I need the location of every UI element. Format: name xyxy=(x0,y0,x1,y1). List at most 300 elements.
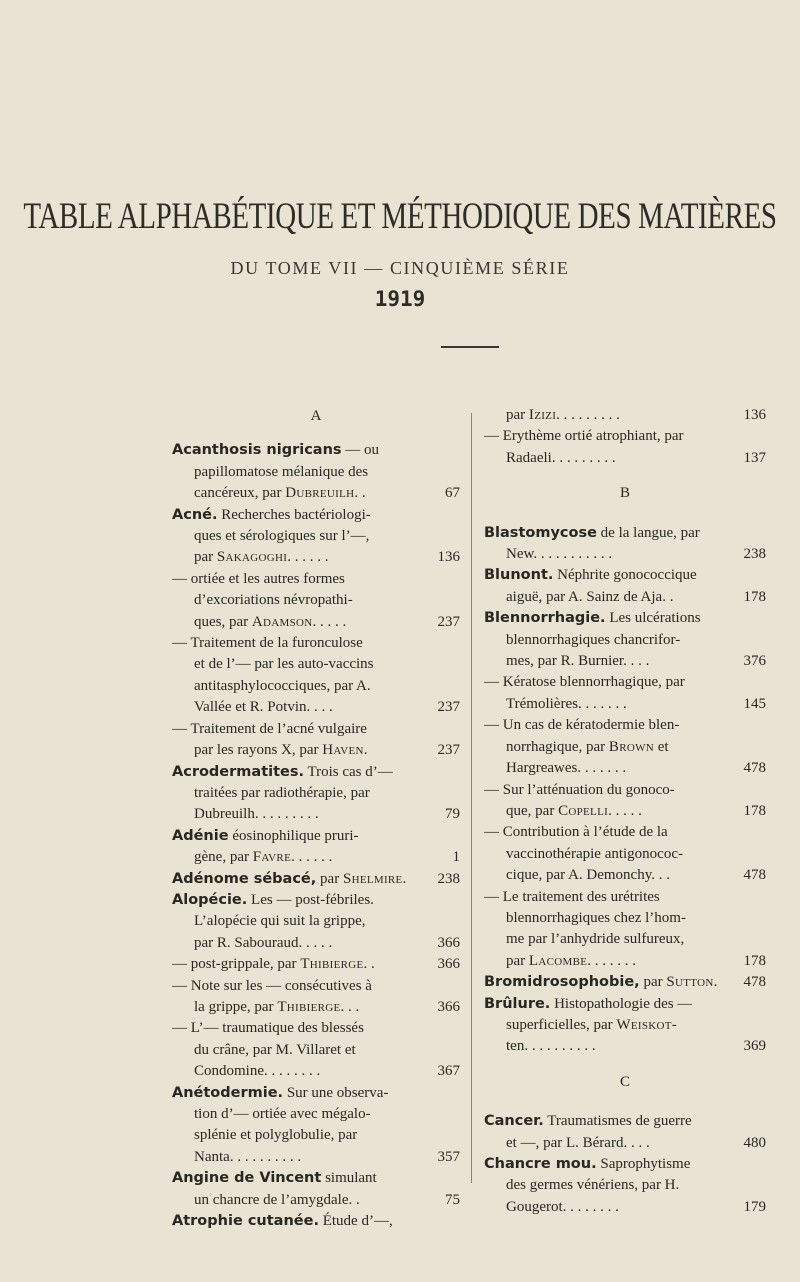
index-description: tion d’— ortiée avec mégalo- xyxy=(194,1106,371,1122)
index-line-text xyxy=(194,997,359,1018)
index-line-text xyxy=(484,523,700,544)
page-number xyxy=(760,1175,766,1196)
page-number: 179 xyxy=(743,1198,766,1215)
index-line-text xyxy=(172,1083,388,1104)
index-line xyxy=(172,1040,460,1061)
index-description: Dubreuilh. . . . . . . . . xyxy=(194,806,319,823)
index-line-text xyxy=(194,933,332,954)
index-line xyxy=(484,994,766,1015)
page-number xyxy=(454,826,460,847)
index-line xyxy=(484,887,766,908)
index-line-text xyxy=(484,994,692,1015)
page-number xyxy=(454,654,460,675)
index-description: papillomatose mélanique des xyxy=(194,463,369,480)
index-description: gène, par Favre. . . . . . xyxy=(194,849,333,866)
page-number xyxy=(760,844,766,865)
page-number: 79 xyxy=(445,806,460,823)
index-line-text xyxy=(506,758,626,779)
index-description: — Contribution à l’étude de la xyxy=(484,824,668,841)
index-line xyxy=(484,780,766,801)
index-description: Vallée et R. Potvin. . . . xyxy=(194,699,333,716)
index-line-text xyxy=(194,676,371,697)
index-line xyxy=(172,1168,460,1189)
index-description: blennorrhagiques chez l’hom- xyxy=(506,909,686,926)
index-line-text xyxy=(172,440,379,461)
index-line-text xyxy=(506,844,683,865)
index-line-text xyxy=(194,1061,320,1082)
index-description: cancéreux, par Dubreuilh. . xyxy=(194,485,366,502)
page-subtitle: DU TOME VII — CINQUIÈME SÉRIE xyxy=(230,258,570,278)
page-number xyxy=(454,569,460,590)
index-description: Radaeli. . . . . . . . . xyxy=(506,449,616,466)
page-number xyxy=(454,1104,460,1125)
index-keyword: Angine de Vincent xyxy=(172,1170,322,1187)
index-line xyxy=(172,826,460,847)
page-number xyxy=(760,565,766,586)
index-line xyxy=(484,608,766,629)
index-line xyxy=(484,737,766,758)
page-number xyxy=(760,630,766,651)
index-keyword: Cancer. xyxy=(484,1113,544,1130)
page-number xyxy=(454,440,460,461)
index-description: L’alopécie qui suit la grippe, xyxy=(194,913,366,930)
index-line xyxy=(484,426,766,447)
index-description: Histopathologie des — xyxy=(550,995,693,1012)
index-line xyxy=(484,694,766,715)
index-line-text xyxy=(194,547,328,568)
index-line xyxy=(172,462,460,483)
page-number: 357 xyxy=(437,1148,460,1165)
page-number: 238 xyxy=(437,870,460,887)
column-divider xyxy=(471,413,472,1183)
page-number: 178 xyxy=(743,802,766,819)
index-line xyxy=(172,847,460,868)
page-number xyxy=(454,976,460,997)
index-line xyxy=(172,804,460,825)
index-line-text xyxy=(484,780,675,801)
left-column xyxy=(172,406,460,1232)
index-description: ques et sérologiques sur l’—, xyxy=(194,528,370,545)
page-number xyxy=(760,523,766,544)
index-line xyxy=(172,633,460,654)
index-line xyxy=(172,505,460,526)
index-line xyxy=(172,590,460,611)
index-line-text xyxy=(506,1197,619,1218)
page-number: 178 xyxy=(743,588,766,605)
index-line xyxy=(172,997,460,1018)
page-number: 136 xyxy=(743,407,766,423)
index-description: superficielles, par Weiskot- xyxy=(506,1016,677,1033)
right-column xyxy=(484,405,766,1218)
page-number xyxy=(760,715,766,736)
page-number: 136 xyxy=(437,549,460,566)
page-number: 237 xyxy=(437,699,460,716)
index-line-text xyxy=(194,697,333,718)
index-line xyxy=(172,697,460,718)
index-line-text xyxy=(506,737,669,758)
index-line xyxy=(484,908,766,929)
page-number xyxy=(454,633,460,654)
index-line-text xyxy=(484,672,685,693)
index-line xyxy=(172,976,460,997)
page-title: TABLE ALPHABÉTIQUE ET MÉTHODIQUE DES MATIÈRES xyxy=(23,196,777,237)
index-description: du crâne, par M. Villaret et xyxy=(194,1041,356,1058)
page-number: 137 xyxy=(743,449,766,466)
index-line-text xyxy=(194,1147,301,1168)
index-line xyxy=(172,954,460,975)
index-line-text xyxy=(484,887,660,908)
index-line-text xyxy=(194,654,374,675)
index-description: New. . . . . . . . . . . xyxy=(506,546,613,563)
index-description: Étude d’—, xyxy=(318,1213,393,1230)
index-line-text xyxy=(506,651,649,672)
index-line-text xyxy=(484,608,701,629)
index-description: — Kératose blennorrhagique, par xyxy=(484,674,685,691)
page-number xyxy=(760,908,766,929)
index-line xyxy=(484,1175,766,1196)
index-line xyxy=(172,1018,460,1039)
index-line-text xyxy=(194,462,368,483)
page-number xyxy=(760,1154,766,1175)
index-description: par Lacombe. . . . . . . xyxy=(506,952,636,969)
page-number: 237 xyxy=(437,613,460,630)
index-description: Trois cas d’— xyxy=(304,763,393,780)
index-line-text xyxy=(172,826,359,847)
page-number: 1 xyxy=(452,849,460,866)
index-line xyxy=(172,1125,460,1146)
index-description: cique, par A. Demonchy. . . xyxy=(506,867,670,884)
page-number xyxy=(760,737,766,758)
index-line-text xyxy=(506,1015,677,1036)
index-line-text xyxy=(172,569,345,590)
index-description: et de l’— par les auto-vaccins xyxy=(194,656,374,673)
index-description: Condomine. . . . . . . . xyxy=(194,1063,321,1080)
page-number xyxy=(454,911,460,932)
index-line-text xyxy=(194,804,319,825)
index-description: Les ulcérations xyxy=(605,610,701,627)
index-line xyxy=(484,929,766,950)
page-number: 478 xyxy=(743,867,766,884)
index-line xyxy=(484,544,766,565)
index-keyword: Adénie xyxy=(172,827,229,844)
index-line-text xyxy=(172,976,372,997)
page-number xyxy=(760,1015,766,1036)
index-line xyxy=(484,758,766,779)
section-c-entries xyxy=(484,1111,766,1218)
index-line-text xyxy=(506,865,670,886)
index-keyword: Alopécie. xyxy=(172,891,248,908)
index-line-text xyxy=(194,526,369,547)
index-line-text xyxy=(172,633,363,654)
index-description: des germes vénériens, par H. xyxy=(506,1177,680,1194)
index-line-text xyxy=(194,590,353,611)
index-line xyxy=(484,523,766,544)
index-line xyxy=(484,1111,766,1132)
page-number xyxy=(760,672,766,693)
page-number: 369 xyxy=(743,1038,766,1055)
index-description: Sur une observa- xyxy=(283,1084,389,1101)
index-description: norrhagique, par Brown et xyxy=(506,738,669,755)
index-line-text xyxy=(506,1036,596,1057)
left-entries xyxy=(172,440,460,1232)
page-number xyxy=(760,1111,766,1132)
page-number xyxy=(454,590,460,611)
index-line xyxy=(172,719,460,740)
index-line-text xyxy=(484,822,668,843)
index-description: Trémolières. . . . . . . xyxy=(506,695,627,712)
index-description: ten. . . . . . . . . . xyxy=(506,1038,596,1055)
index-line xyxy=(172,890,460,911)
page-number: 478 xyxy=(743,974,766,991)
index-line xyxy=(172,569,460,590)
index-line-text xyxy=(172,505,371,526)
page-number: 67 xyxy=(445,485,460,502)
index-line-text xyxy=(194,1040,356,1061)
page-number: 237 xyxy=(437,742,460,759)
page-number xyxy=(760,608,766,629)
page-number xyxy=(454,762,460,783)
index-description: Saprophytisme xyxy=(596,1156,691,1172)
page-number xyxy=(454,890,460,911)
index-line xyxy=(484,822,766,843)
index-line-text xyxy=(506,801,642,822)
page-number: 480 xyxy=(743,1134,766,1151)
index-line xyxy=(484,405,766,426)
index-line-text xyxy=(172,1018,364,1039)
index-line-text xyxy=(194,740,368,761)
index-line xyxy=(484,565,766,586)
index-description: ques, par Adamson. . . . . xyxy=(194,613,347,630)
page-number: 366 xyxy=(437,934,460,951)
index-line xyxy=(172,783,460,804)
index-keyword: Acné. xyxy=(172,506,218,523)
page-number: 367 xyxy=(437,1063,460,1080)
index-description: que, par Copelli. . . . . xyxy=(506,802,642,819)
page-number: 238 xyxy=(743,546,766,563)
page-number xyxy=(760,994,766,1015)
index-line xyxy=(484,1154,766,1175)
index-line xyxy=(484,801,766,822)
page-number xyxy=(454,676,460,697)
index-line xyxy=(172,1211,460,1232)
index-line xyxy=(172,1061,460,1082)
index-description: aiguë, par A. Sainz de Aja. . xyxy=(506,588,674,605)
index-line xyxy=(172,483,460,504)
index-keyword: Anétodermie. xyxy=(172,1084,284,1101)
index-line xyxy=(172,676,460,697)
index-description: traitées par radiothérapie, par xyxy=(194,784,370,801)
index-description: — Erythème ortié atrophiant, par xyxy=(484,428,684,445)
index-line-text xyxy=(484,1154,690,1175)
index-line-text xyxy=(506,929,684,950)
index-line xyxy=(172,911,460,932)
index-line xyxy=(172,547,460,568)
index-description: éosinophilique pruri- xyxy=(228,827,359,844)
index-line-text xyxy=(506,630,680,651)
index-description: et —, par L. Bérard. . . . xyxy=(506,1134,650,1151)
page-number xyxy=(454,1083,460,1104)
right-continued-entries xyxy=(484,405,766,469)
index-description: blennorrhagiques chancrifor- xyxy=(506,631,681,648)
page-number xyxy=(454,526,460,547)
index-line-text xyxy=(484,1111,692,1132)
index-line-text xyxy=(194,1125,357,1146)
index-line-text xyxy=(506,405,620,426)
index-line xyxy=(172,1083,460,1104)
index-description: un chancre de l’amygdale. . xyxy=(194,1191,360,1208)
page-number xyxy=(454,1125,460,1146)
index-line xyxy=(172,869,460,890)
index-description: de la langue, par xyxy=(596,524,700,541)
index-description: par R. Sabouraud. . . . . xyxy=(194,934,333,951)
index-description: — post-grippale, par Thibierge. . xyxy=(172,956,375,973)
index-line xyxy=(484,865,766,886)
index-line xyxy=(484,651,766,672)
index-description: splénie et polyglobulie, par xyxy=(194,1127,358,1144)
index-description: Néphrite gonococcique xyxy=(553,567,697,584)
index-line xyxy=(484,587,766,608)
index-line xyxy=(484,1015,766,1036)
page-number xyxy=(454,719,460,740)
index-keyword: Blennorrhagie. xyxy=(484,610,606,627)
volume-year: 1919 xyxy=(374,287,426,311)
index-description: simulant xyxy=(321,1170,377,1187)
index-line xyxy=(172,1190,460,1211)
page-number xyxy=(454,1040,460,1061)
index-line-text xyxy=(484,565,697,586)
index-line xyxy=(172,526,460,547)
index-description: d’excoriations névropathi- xyxy=(194,592,353,609)
index-description: — Sur l’atténuation du gonoco- xyxy=(484,781,675,798)
index-keyword: Bromidrosophobie, xyxy=(484,974,640,991)
page-number: 366 xyxy=(437,956,460,973)
index-description: Hargreawes. . . . . . . xyxy=(506,760,627,777)
index-line-text xyxy=(506,694,627,715)
index-description: — ortiée et les autres formes xyxy=(172,570,345,587)
index-line xyxy=(172,1147,460,1168)
index-line xyxy=(484,715,766,736)
index-description: — L’— traumatique des blessés xyxy=(172,1020,364,1037)
index-line-text xyxy=(194,1190,360,1211)
index-keyword: Brûlure. xyxy=(484,995,551,1012)
index-line-text xyxy=(506,1133,650,1154)
page-number xyxy=(760,887,766,908)
page-number: 366 xyxy=(437,998,460,1015)
page-number: 478 xyxy=(743,760,766,777)
index-description: Recherches bactériologi- xyxy=(217,506,371,523)
index-description: antitasphylococciques, par A. xyxy=(194,677,371,694)
index-description: mes, par R. Burnier. . . . xyxy=(506,653,650,670)
index-line xyxy=(172,440,460,461)
index-line-text xyxy=(484,972,717,993)
index-line-text xyxy=(194,911,365,932)
index-line-text xyxy=(506,1175,679,1196)
index-line-text xyxy=(172,954,375,975)
index-description: Traumatismes de guerre xyxy=(543,1113,692,1130)
index-line-text xyxy=(172,719,367,740)
page-number xyxy=(454,462,460,483)
index-line-text xyxy=(194,612,346,633)
index-line-text xyxy=(194,783,370,804)
index-keyword: Chancre mou. xyxy=(484,1156,597,1172)
index-line-text xyxy=(506,587,673,608)
page-number xyxy=(454,783,460,804)
index-line-text xyxy=(172,890,374,911)
index-line-text xyxy=(172,1211,393,1232)
index-description: Nanta. . . . . . . . . . xyxy=(194,1148,302,1165)
page-number xyxy=(760,929,766,950)
index-description: par Sakagoghi. . . . . . xyxy=(194,549,329,566)
title-rule xyxy=(441,346,499,348)
index-description: — Note sur les — consécutives à xyxy=(172,977,372,994)
index-line-text xyxy=(172,1168,377,1189)
page-number: 376 xyxy=(743,653,766,670)
page-number: 145 xyxy=(743,695,766,712)
index-line xyxy=(172,654,460,675)
index-keyword: Blunont. xyxy=(484,567,554,584)
index-line xyxy=(172,740,460,761)
section-letter-c: C xyxy=(619,1073,630,1090)
index-description: par les rayons X, par Haven. xyxy=(194,742,368,759)
index-line xyxy=(484,1036,766,1057)
index-line-text xyxy=(484,715,679,736)
index-line-text xyxy=(194,1104,371,1125)
index-line-text xyxy=(506,448,616,469)
index-keyword: Acanthosis nigricans xyxy=(172,442,342,459)
index-line xyxy=(172,762,460,783)
index-keyword: Acrodermatites. xyxy=(172,763,304,780)
index-description: par Shelmire. xyxy=(316,870,407,887)
index-line-text xyxy=(194,483,366,504)
page-number xyxy=(454,1018,460,1039)
index-description: par Izizi. . . . . . . . . xyxy=(506,407,620,423)
index-line-text xyxy=(506,951,636,972)
page-number xyxy=(454,1211,460,1232)
index-line xyxy=(172,1104,460,1125)
index-description: — Le traitement des urétrites xyxy=(484,888,660,905)
index-line-text xyxy=(172,762,393,783)
section-b-entries xyxy=(484,523,766,1058)
index-keyword: Atrophie cutanée. xyxy=(172,1213,319,1230)
index-description: par Sutton. xyxy=(639,974,718,991)
page-number xyxy=(454,505,460,526)
section-letter-b: B xyxy=(619,485,630,502)
index-description: me par l’anhydride sulfureux, xyxy=(506,931,685,948)
index-description: Gougerot. . . . . . . . xyxy=(506,1198,619,1215)
index-line-text xyxy=(506,908,686,929)
index-line-text xyxy=(172,869,406,890)
index-description: — Traitement de la furonculose xyxy=(172,635,363,652)
index-keyword: Blastomycose xyxy=(484,524,597,541)
index-line xyxy=(484,1133,766,1154)
index-line-text xyxy=(506,544,612,565)
index-line xyxy=(484,672,766,693)
page-number xyxy=(760,780,766,801)
page-number xyxy=(454,1168,460,1189)
page-number: 75 xyxy=(445,1191,460,1208)
index-line xyxy=(484,448,766,469)
section-letter-a: A xyxy=(310,408,322,424)
index-description: — Traitement de l’acné vulgaire xyxy=(172,720,367,737)
index-line xyxy=(484,951,766,972)
index-line-text xyxy=(194,847,332,868)
index-keyword: Adénome sébacé, xyxy=(172,870,317,887)
page-number xyxy=(760,426,766,447)
index-description: — Un cas de kératodermie blen- xyxy=(484,717,680,734)
index-line xyxy=(484,972,766,993)
page-number xyxy=(760,822,766,843)
index-description: — ou xyxy=(341,442,380,459)
